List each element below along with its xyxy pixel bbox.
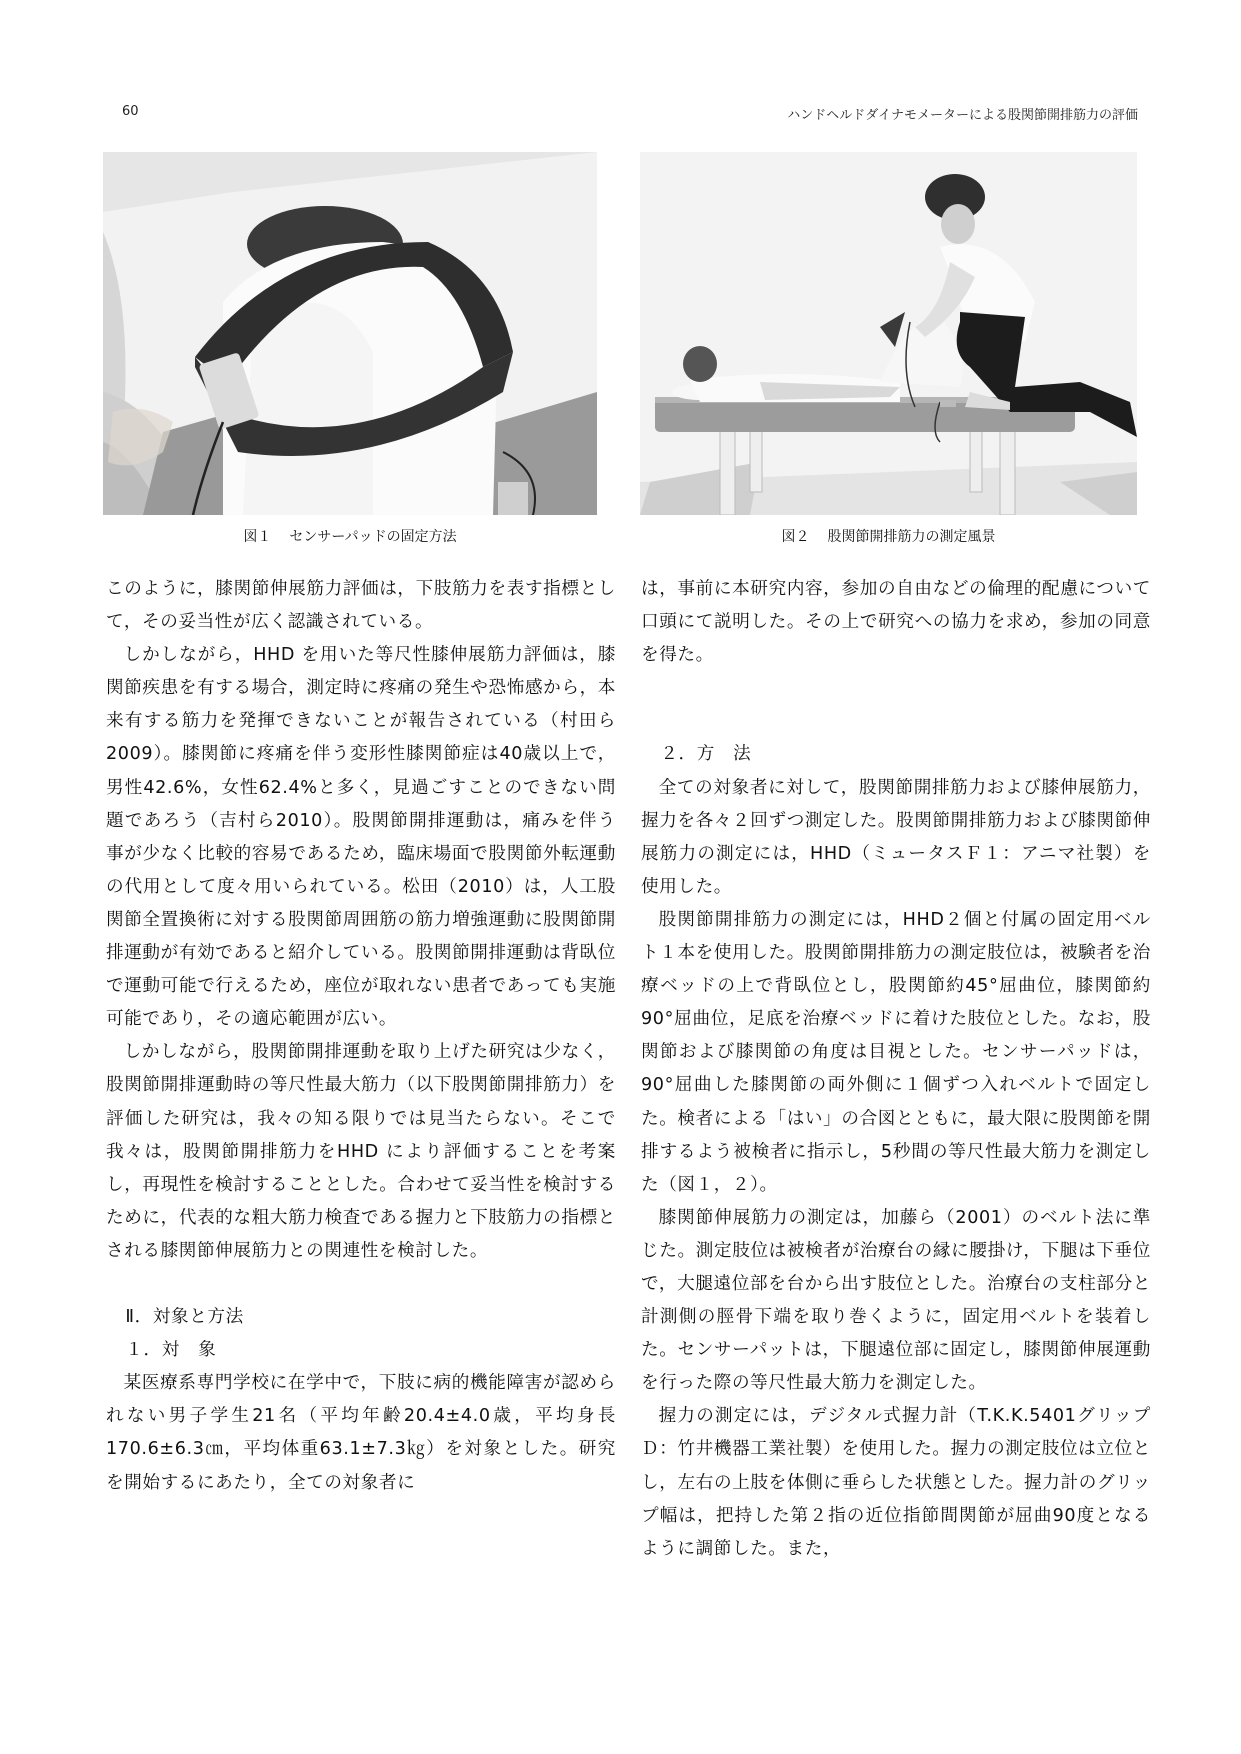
page-number: 60 bbox=[122, 104, 139, 119]
figure-2-photo bbox=[640, 152, 1137, 515]
subsection-heading: １．対 象 bbox=[125, 1340, 217, 1361]
spacer bbox=[106, 1268, 616, 1301]
sensor-pad-fixation-image bbox=[103, 152, 597, 515]
body-paragraph: 握力の測定には，デジタル式握力計（T.K.K.5401グリップＤ：竹井機器工業社製）を使用した。握力の測定肢位は立位とし，左右の上肢を体側に垂らした状態とした。握力計のグリップ幅は，把持した第２指の近位指節間関節が屈曲90度となるように調節した。また， bbox=[641, 1406, 1151, 1559]
body-paragraph: しかしながら，股関節開排運動を取り上げた研究は少なく，股関節開排運動時の等尺性最大筋力（以下股関節開排筋力）を評価した研究は，我々の知る限りでは見当たらない。そこで我々は，股関節開排筋力をHHD により評価することを考案し，再現性を検討することとした。合わせて妥当性を検討するために，代表的な粗大筋力検査である握力と下肢筋力の指標とされる膝関節伸展筋力との関連性を検討した。 bbox=[106, 1042, 616, 1261]
figure-2-caption-text: 股関節開排筋力の測定風景 bbox=[827, 529, 996, 545]
body-paragraph: しかしながら，HHD を用いた等尺性膝伸展筋力評価は，膝関節疾患を有する場合，測定時に疼痛の発生や恐怖感から，本来有する筋力を発揮できないことが報告されている（村田ら2009）。膝関節に疼痛を伴う変形性膝関節症は40歳以上で，男性42.6%，女性62.4%と多く，見過ごすことのできない問題であろう（吉村ら2010）。股関節開排運動は，痛みを伴う事が少なく比較的容易であるため，臨床場面で股関節外転運動の代用として度々用いられている。松田（2010）は，人工股関節全置換術に対する股関節周囲筋の筋力増強運動に股関節開排運動が有効であると紹介している。股関節開排運動は背臥位で運動可能で行えるため，座位が取れない患者であっても実施可能であり，その適応範囲が広い。 bbox=[106, 645, 616, 1030]
section-heading: Ⅱ．対象と方法 bbox=[125, 1307, 244, 1328]
left-column bbox=[106, 573, 616, 1500]
spacer bbox=[641, 705, 1151, 738]
body-paragraph: 全ての対象者に対して，股関節開排筋力および膝伸展筋力，握力を各々２回ずつ測定した。股関節開排筋力および膝関節伸展筋力の測定には，HHD（ミュータスＦ１：アニマ社製）を使用した。 bbox=[641, 777, 1151, 897]
body-paragraph: は，事前に本研究内容，参加の自由などの倫理的配慮について口頭にて説明した。その上で研究への協力を求め，参加の同意を得た。 bbox=[641, 579, 1151, 666]
measurement-scene-image bbox=[640, 152, 1137, 515]
running-title: ハンドヘルドダイナモメーターによる股関節開排筋力の評価 bbox=[787, 108, 1138, 123]
figure-1-caption bbox=[103, 526, 597, 546]
figure-2-caption bbox=[640, 526, 1137, 546]
subsection-heading: ２．方 法 bbox=[660, 744, 752, 765]
figure-1-number: 図１ bbox=[243, 529, 272, 545]
body-paragraph: 股関節開排筋力の測定には，HHD２個と付属の固定用ベルト１本を使用した。股関節開排筋力の測定肢位は，被験者を治療ベッドの上で背臥位とし，股関節約45°屈曲位，膝関節約90°屈曲位，足底を治療ベッドに着けた肢位とした。なお，股関節および膝関節の角度は目視とした。センサーパッドは，90°屈曲した膝関節の両外側に１個ずつ入れベルトで固定した。検者による「はい」の合図とともに，最大限に股関節を開排するよう被検者に指示し，5秒間の等尺性最大筋力を測定した（図１，２）。 bbox=[641, 909, 1151, 1195]
body-paragraph: 某医療系専門学校に在学中で，下肢に病的機能障害が認められない男子学生21名（平均年齢20.4±4.0歳，平均身長170.6±6.3㎝，平均体重63.1±7.3㎏）を対象とした。研究を開始するにあたり，全ての対象者に bbox=[106, 1373, 616, 1493]
figure-2-number: 図２ bbox=[781, 529, 810, 545]
body-paragraph: 膝関節伸展筋力の測定は，加藤ら（2001）のベルト法に準じた。測定肢位は被検者が治療台の縁に腰掛け，下腿は下垂位で，大腿遠位部を台から出す肢位とした。治療台の支柱部分と計測側の脛骨下端を取り巻くように，固定用ベルトを装着した。センサーパットは，下腿遠位部に固定し，膝関節伸展運動を行った際の等尺性最大筋力を測定した。 bbox=[641, 1207, 1151, 1394]
figure-1-caption-text: センサーパッドの固定方法 bbox=[289, 529, 457, 545]
figure-1-photo bbox=[103, 152, 597, 515]
spacer bbox=[641, 672, 1151, 705]
right-column bbox=[641, 573, 1151, 1566]
body-paragraph: このように，膝関節伸展筋力評価は，下肢筋力を表す指標として，その妥当性が広く認識されている。 bbox=[106, 579, 616, 633]
